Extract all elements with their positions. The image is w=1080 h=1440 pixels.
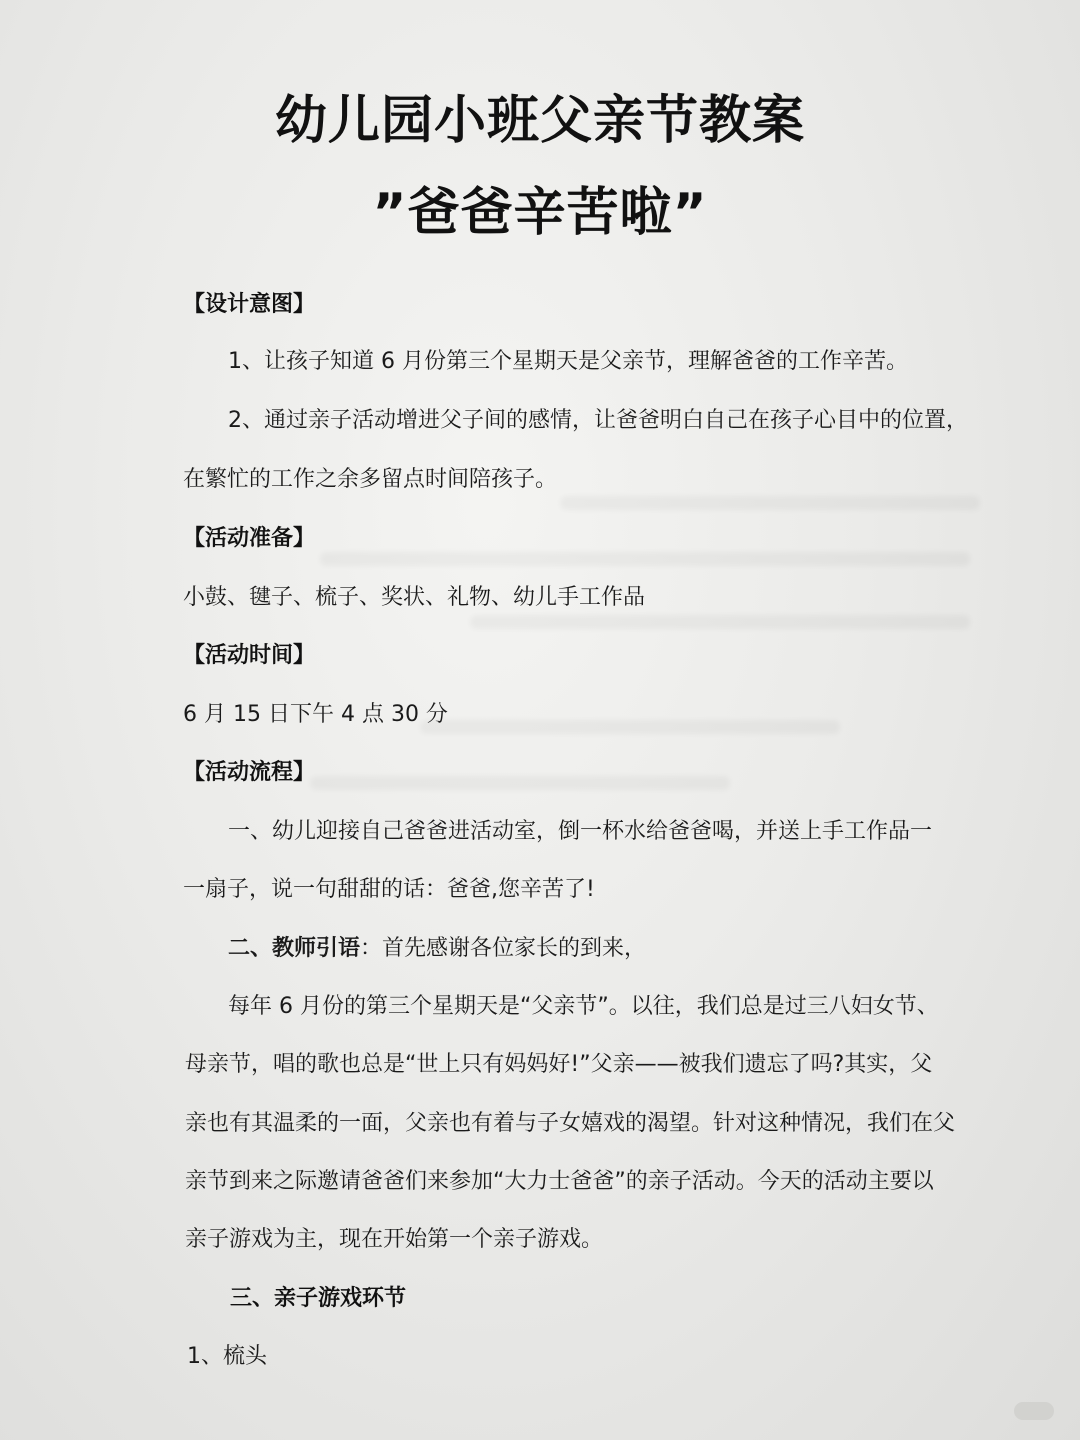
watermark-badge: [1014, 1402, 1054, 1420]
document-subtitle: ”爸爸辛苦啦”: [372, 183, 708, 243]
design-intent-heading: 【设计意图】: [183, 292, 316, 317]
time-heading: 【活动时间】: [183, 643, 316, 668]
process-step-2: [228, 934, 646, 964]
step-2-label: 二、教师引语: [228, 936, 361, 961]
teacher-speech-line: 亲也有其温柔的一面，父亲也有着与子女嬉戏的渴望。针对这种情况，我们在父: [185, 1111, 956, 1136]
teacher-speech-line: 亲节到来之际邀请爸爸们来参加“大力士爸爸”的亲子活动。今天的活动主要以: [185, 1169, 934, 1194]
design-intent-item-2: 2、通过亲子活动增进父子间的感情，让爸爸明白自己在孩子心目中的位置，: [228, 408, 968, 433]
document-title: 幼儿园小班父亲节教案: [274, 91, 805, 151]
step-2-text: ：首先感谢各位家长的到来，: [360, 936, 647, 961]
game-item-1: 1、梳头: [187, 1344, 267, 1369]
process-step-3: 三、亲子游戏环节: [230, 1286, 407, 1311]
teacher-speech-line: 亲子游戏为主，现在开始第一个亲子游戏。: [185, 1227, 604, 1252]
time-content: 6 月 15 日下午 4 点 30 分: [183, 702, 448, 727]
teacher-speech-line: 母亲节，唱的歌也总是“世上只有妈妈好!”父亲——被我们遗忘了吗?其实，父: [185, 1052, 933, 1077]
preparation-content: 小鼓、毽子、梳子、奖状、礼物、幼儿手工作品: [183, 585, 646, 610]
process-step-1-continued: 一扇子，说一句甜甜的话：爸爸,您辛苦了!: [183, 877, 595, 902]
preparation-heading: 【活动准备】: [183, 526, 316, 551]
teacher-speech-line: 每年 6 月份的第三个星期天是“父亲节”。以往，我们总是过三八妇女节、: [228, 994, 939, 1019]
process-heading: 【活动流程】: [183, 760, 316, 785]
design-intent-item-2-continued: 在繁忙的工作之余多留点时间陪孩子。: [183, 467, 558, 492]
process-step-1: 一、幼儿迎接自己爸爸进活动室，倒一杯水给爸爸喝，并送上手工作品一: [228, 819, 933, 844]
design-intent-item-1: 1、让孩子知道 6 月份第三个星期天是父亲节，理解爸爸的工作辛苦。: [228, 349, 908, 374]
